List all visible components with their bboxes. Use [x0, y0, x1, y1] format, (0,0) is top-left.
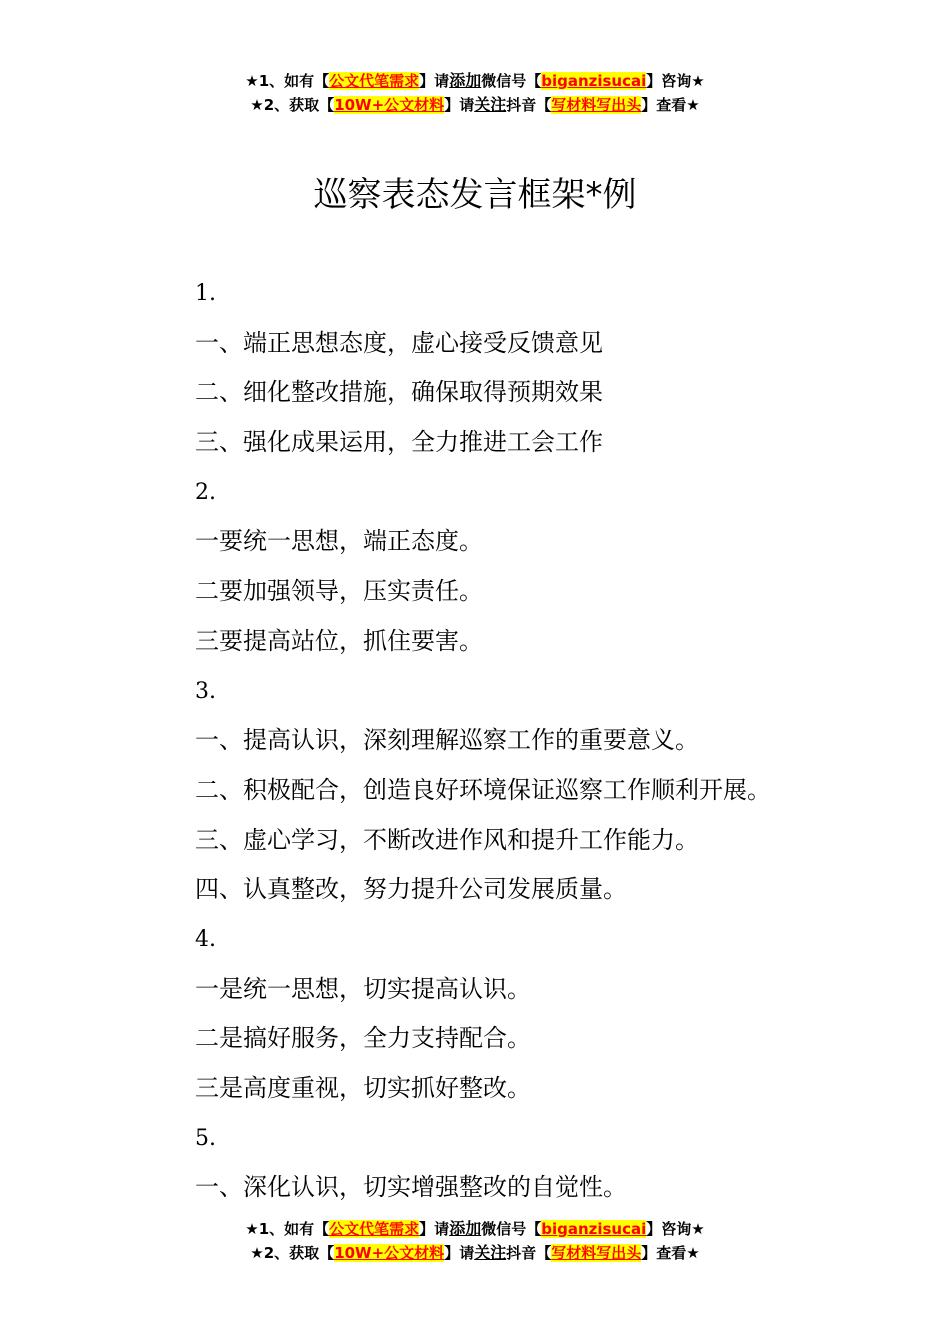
- banner-line-1: [0, 69, 950, 93]
- highlight-wechat-id: biganzisucai: [541, 72, 647, 90]
- banner-text: 】咨询★: [646, 72, 705, 90]
- banner-text: 】查看★: [641, 96, 700, 114]
- body-line: 一、端正思想态度，虚心接受反馈意见: [195, 328, 603, 357]
- body-line: 一要统一思想，端正态度。: [195, 527, 483, 556]
- body-line: 二、积极配合，创造良好环境保证巡察工作顺利开展。: [195, 775, 771, 804]
- banner-emphasis: 关注: [474, 95, 507, 114]
- body-line: 三是高度重视，切实抓好整改。: [195, 1074, 531, 1102]
- section-number: 3.: [195, 678, 216, 704]
- document-body: [195, 269, 895, 1213]
- body-line: 三、虚心学习，不断改进作风和提升工作能力。: [195, 825, 699, 854]
- section-number: 4.: [195, 926, 216, 952]
- document-title: 巡察表态发言框架*例: [313, 175, 637, 215]
- banner-text: 】请: [419, 1220, 450, 1238]
- highlight-materials: 10W+公文材料: [334, 96, 445, 114]
- body-line: 二要加强领导，压实责任。: [195, 577, 483, 606]
- banner-text: ★1、如有【: [245, 72, 330, 90]
- section-number: 1.: [195, 281, 216, 306]
- banner-text: 抖音【: [506, 96, 552, 114]
- highlight-douyin-account: 写材料写出头: [551, 1244, 642, 1262]
- banner-text: 】请: [444, 96, 475, 114]
- banner-text: 】请: [419, 72, 450, 90]
- section-number: 5.: [195, 1125, 216, 1151]
- banner-text: ★1、如有【: [245, 1220, 330, 1238]
- body-line: 四、认真整改，努力提升公司发展质量。: [195, 875, 627, 904]
- section-number: 2.: [195, 479, 216, 505]
- banner-text: 微信号【: [481, 1220, 542, 1238]
- highlight-douyin-account: 写材料写出头: [551, 96, 642, 114]
- banner-emphasis: 添加: [449, 1219, 482, 1238]
- body-line: 一、提高认识，深刻理解巡察工作的重要意义。: [195, 726, 699, 755]
- banner-emphasis: 添加: [449, 71, 482, 90]
- body-line: 一是统一思想，切实提高认识。: [195, 974, 531, 1003]
- body-line: 二是搞好服务，全力支持配合。: [195, 1024, 531, 1053]
- banner-text: 微信号【: [481, 72, 542, 90]
- highlight-service: 公文代笔需求: [329, 72, 420, 90]
- banner-emphasis: 关注: [474, 1243, 507, 1262]
- banner-line-2: [0, 1241, 950, 1265]
- header-banner: [0, 69, 950, 117]
- banner-text: 】咨询★: [646, 1220, 705, 1238]
- highlight-materials: 10W+公文材料: [334, 1244, 445, 1262]
- body-line: 三、强化成果运用，全力推进工会工作: [195, 428, 603, 457]
- banner-text: 】请: [444, 1244, 475, 1262]
- banner-text: ★2、获取【: [250, 96, 335, 114]
- banner-text: ★2、获取【: [250, 1244, 335, 1262]
- banner-line-1: [0, 1217, 950, 1241]
- body-line: 二、细化整改措施，确保取得预期效果: [195, 378, 603, 407]
- highlight-service: 公文代笔需求: [329, 1220, 420, 1238]
- highlight-wechat-id: biganzisucai: [541, 1220, 647, 1238]
- body-line: 三要提高站位，抓住要害。: [195, 626, 483, 655]
- banner-text: 】查看★: [641, 1244, 700, 1262]
- banner-text: 抖音【: [506, 1244, 552, 1262]
- banner-line-2: [0, 93, 950, 117]
- footer-banner: [0, 1217, 950, 1265]
- body-line: 一、深化认识，切实增强整改的自觉性。: [195, 1173, 627, 1202]
